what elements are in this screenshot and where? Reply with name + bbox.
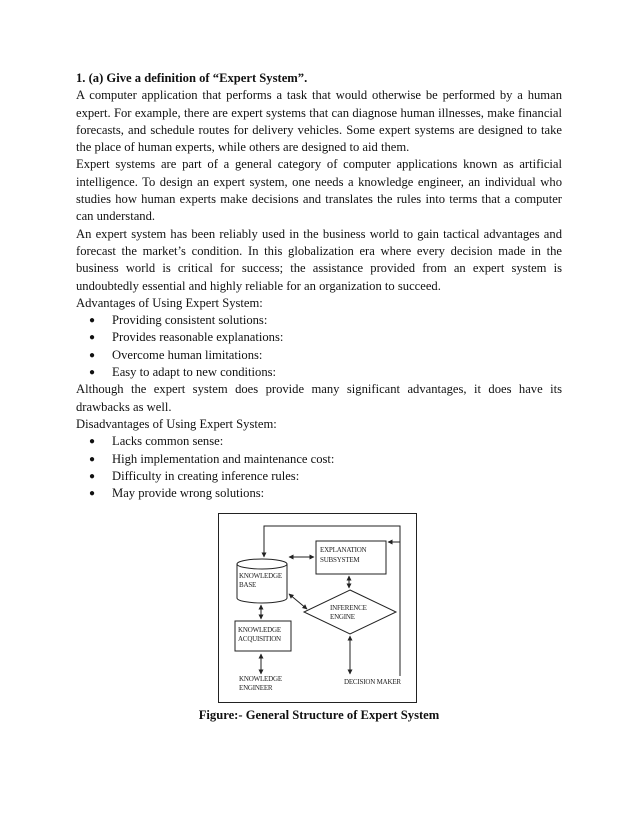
figure-caption: Figure:- General Structure of Expert System xyxy=(198,708,440,722)
inference-label-line1: INFERENCE xyxy=(330,604,367,612)
paragraph-ai-category: Expert systems are part of a general category of computer applications known as artificial intelligence. To design an expert system, one needs a knowledge engineer, an individual who studies how human experts make decisions and translates the rules into terms that a computer can understand. xyxy=(76,157,562,224)
list-item-text: Difficulty in creating inference rules: xyxy=(112,468,300,483)
list-item-text: Provides reasonable explanations: xyxy=(112,330,284,345)
expert-system-diagram xyxy=(218,513,417,703)
bullet-icon: ● xyxy=(89,367,96,379)
arrow-kb-inference xyxy=(289,594,307,609)
list-item xyxy=(76,347,562,364)
list-item xyxy=(76,451,562,468)
disadvantages-label: Disadvantages of Using Expert System: xyxy=(76,416,277,431)
decision-maker-label: DECISION MAKER xyxy=(344,678,401,686)
paragraph-business-use: An expert system has been reliably used in the business world to gain tactical advantages and forecast the market’s condition. In this globalization era where every decision made in the business world is critical for success; the assistance provided from an expert system is undoubtedly essential and highly reliable for an organization to succeed. xyxy=(76,226,562,293)
document-body xyxy=(76,70,562,502)
bullet-icon: ● xyxy=(89,332,96,344)
advantages-list xyxy=(76,312,562,381)
disadvantages-list xyxy=(76,433,562,502)
bullet-icon: ● xyxy=(89,315,96,327)
bullet-icon: ● xyxy=(89,349,96,361)
list-item xyxy=(76,312,562,329)
list-item-text: Lacks common sense: xyxy=(112,434,224,449)
engineer-label-line1: KNOWLEDGE xyxy=(239,675,282,683)
bullet-icon: ● xyxy=(89,470,96,482)
list-item-text: May provide wrong solutions: xyxy=(112,486,265,501)
explanation-label-line1: EXPLANATION xyxy=(320,546,367,554)
list-item-text: High implementation and maintenance cost: xyxy=(112,451,335,466)
list-item xyxy=(76,433,562,450)
advantages-label: Advantages of Using Expert System: xyxy=(76,295,263,310)
knowledge-base-label-line2: BASE xyxy=(239,581,257,589)
list-item xyxy=(76,329,562,346)
list-item xyxy=(76,485,562,502)
bullet-icon: ● xyxy=(89,453,96,465)
acquisition-label-line1: KNOWLEDGE xyxy=(238,626,281,634)
list-item xyxy=(76,468,562,485)
bullet-icon: ● xyxy=(89,436,96,448)
inference-engine-diamond xyxy=(304,590,396,634)
list-item-text: Overcome human limitations: xyxy=(112,347,263,362)
explanation-label-line2: SUBSYSTEM xyxy=(320,556,360,564)
list-item-text: Easy to adapt to new conditions: xyxy=(112,365,277,380)
acquisition-label-line2: ACQUISITION xyxy=(238,635,281,643)
paragraph-definition: A computer application that performs a task that would otherwise be performed by a human expert. For example, there are expert systems that can diagnose human illnesses, make financial forecasts, and schedule routes for delivery vehicles. Some expert systems are designed to take the place of human experts, while others are designed to aid them. xyxy=(76,88,562,155)
question-heading: 1. (a) Give a definition of “Expert System”. xyxy=(76,71,308,85)
bullet-icon: ● xyxy=(89,488,96,500)
list-item-text: Providing consistent solutions: xyxy=(112,313,268,328)
list-item xyxy=(76,364,562,381)
paragraph-transition: Although the expert system does provide many significant advantages, it does have its drawbacks as well. xyxy=(76,382,562,414)
engineer-label-line2: ENGINEER xyxy=(239,684,273,692)
inference-label-line2: ENGINE xyxy=(330,613,355,621)
knowledge-base-label-line1: KNOWLEDGE xyxy=(239,572,282,580)
